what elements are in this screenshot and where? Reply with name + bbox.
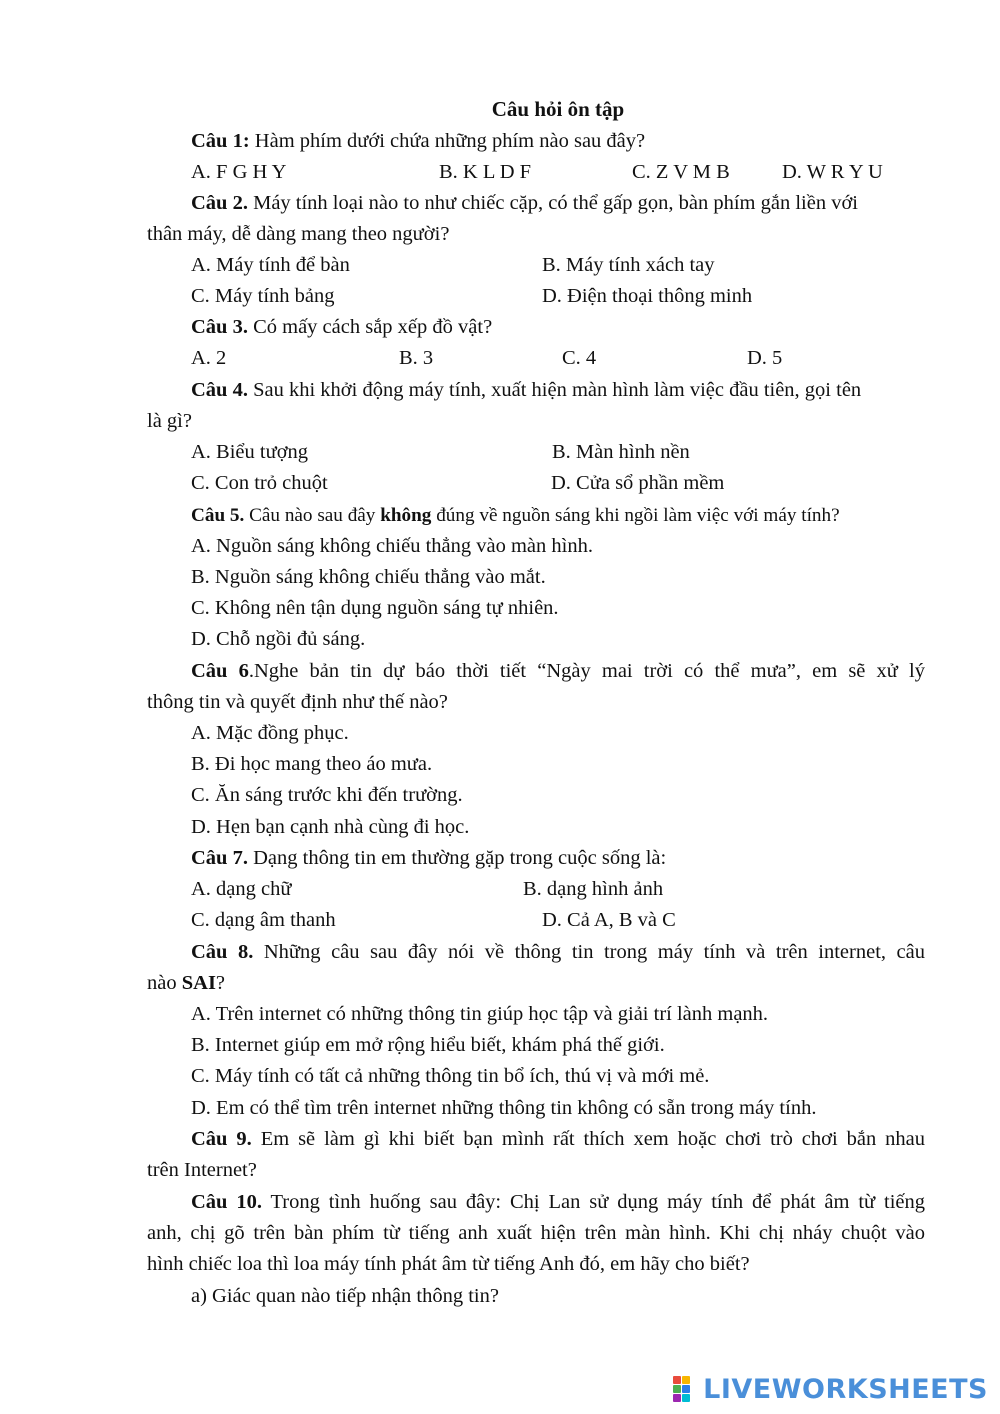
option-b: B. dạng hình ảnh [523,878,664,900]
logo-mark-square [673,1394,681,1402]
question-7 [191,843,925,874]
logo-mark-square [682,1376,690,1384]
continuation-end: ? [215,972,226,994]
option-d: D. Cả A, B và C [542,909,676,931]
question-8 [191,937,925,968]
question-label: Câu 9. [191,1128,252,1150]
option-a: A. 2 [191,347,227,369]
question-8-continuation [147,968,925,999]
question-10-continuation-2: hình chiếc loa thì loa máy tính phát âm từ tiếng Anh đó, em hãy cho biết? [147,1253,750,1275]
question-text: Có mấy cách sắp xếp đồ vật? [247,316,493,338]
sub-question-a: a) Giác quan nào tiếp nhận thông tin? [191,1285,499,1307]
option-b: B. Nguồn sáng không chiếu thẳng vào mắt. [191,566,546,588]
option-d: D. Em có thể tìm trên internet những thông tin không có sẵn trong máy tính. [191,1097,817,1119]
question-text: Hàm phím dưới chứa những phím nào sau đây? [249,130,646,152]
option-b: B. K L D F [439,161,532,183]
option-a: A. F G H Y [191,161,287,183]
question-10-continuation: anh, chị gõ trên bàn phím từ tiếng anh xuất hiện trên màn hình. Khi chị nháy chuột vào [147,1222,925,1244]
question-6-continuation: thông tin và quyết định như thế nào? [147,691,448,713]
question-label: Câu 1: [191,130,250,152]
question-text: Máy tính loại nào to như chiếc cặp, có thể gấp gọn, bàn phím gắn liền với [247,192,859,214]
option-d: D. W R Y U [782,161,883,183]
option-a: A. Nguồn sáng không chiếu thẳng vào màn hình. [191,535,593,557]
logo-mark-square [673,1385,681,1393]
question-2-continuation: thân máy, dễ dàng mang theo người? [147,223,450,245]
option-c: C. Không nên tận dụng nguồn sáng tự nhiên. [191,597,559,619]
option-c: C. dạng âm thanh [191,909,336,931]
question-text-end: đúng về nguồn sáng khi ngồi làm việc với máy tính? [431,505,840,526]
question-text: Câu nào sau đây [244,505,381,526]
question-label: Câu 3. [191,316,248,338]
option-a: A. dạng chữ [191,878,292,900]
option-d: D. 5 [747,347,783,369]
question-10 [191,1187,925,1218]
option-c: C. Máy tính có tất cả những thông tin bổ ích, thú vị và mới mẻ. [191,1065,710,1087]
question-label: Câu 5. [191,505,245,526]
option-c: C. Z V M B [632,161,730,183]
question-text: Sau khi khởi động máy tính, xuất hiện màn hình làm việc đầu tiên, gọi tên [247,379,862,401]
question-6 [191,656,925,687]
question-2 [191,188,925,219]
option-a: A. Biểu tượng [191,441,309,463]
question-emphasis: không [380,505,432,526]
option-d: D. Điện thoại thông minh [542,285,753,307]
question-5 [191,500,925,531]
option-b: B. Màn hình nền [552,441,690,463]
question-text: Những câu sau đây nói về thông tin trong máy tính và trên internet, câu [253,941,925,963]
option-c: C. Con trỏ chuột [191,472,328,494]
liveworksheets-logo-icon [673,1376,699,1402]
question-label: Câu 4. [191,379,248,401]
page-title: Câu hỏi ôn tập [491,97,625,121]
question-label: Câu 8. [191,941,254,963]
question-emphasis: SAI [181,972,216,994]
option-a: A. Trên internet có những thông tin giúp học tập và giải trí lành mạnh. [191,1003,769,1025]
question-1 [191,126,925,157]
option-c: C. Máy tính bảng [191,285,335,307]
question-4 [191,375,925,406]
question-label: Câu 10. [191,1191,262,1213]
question-label: Câu 2. [191,192,248,214]
option-b: B. Internet giúp em mở rộng hiểu biết, khám phá thế giới. [191,1034,665,1056]
question-3 [191,312,925,343]
logo-text: LIVEWORKSHEETS [703,1373,988,1405]
continuation-text: nào [147,972,182,994]
question-9 [191,1124,925,1155]
option-b: B. Đi học mang theo áo mưa. [191,753,433,775]
logo-mark-square [682,1394,690,1402]
question-label: Câu 6 [191,660,249,682]
question-text: Em sẽ làm gì khi biết bạn mình rất thích xem hoặc chơi trò chơi bắn nhau [251,1128,925,1150]
option-d: D. Hẹn bạn cạnh nhà cùng đi học. [191,816,470,838]
question-text: Dạng thông tin em thường gặp trong cuộc sống là: [247,847,667,869]
option-a: A. Mặc đồng phục. [191,722,349,744]
option-b: B. 3 [399,347,434,369]
option-b: B. Máy tính xách tay [542,254,715,276]
option-d: D. Chỗ ngồi đủ sáng. [191,628,366,650]
logo-mark-square [673,1376,681,1384]
question-text: .Nghe bản tin dự báo thời tiết “Ngày mai trời có thể mưa”, em sẽ xử lý [248,660,925,682]
option-c: C. Ăn sáng trước khi đến trường. [191,784,463,806]
liveworksheets-logo [673,1372,988,1406]
option-a: A. Máy tính để bàn [191,254,350,276]
logo-mark-square [682,1385,690,1393]
option-d: D. Cửa sổ phần mềm [551,472,725,494]
question-9-continuation: trên Internet? [147,1159,257,1181]
question-4-continuation: là gì? [147,410,192,432]
question-text: Trong tình huống sau đây: Chị Lan sử dụng máy tính để phát âm từ tiếng [261,1191,925,1213]
question-label: Câu 7. [191,847,248,869]
option-c: C. 4 [562,347,597,369]
